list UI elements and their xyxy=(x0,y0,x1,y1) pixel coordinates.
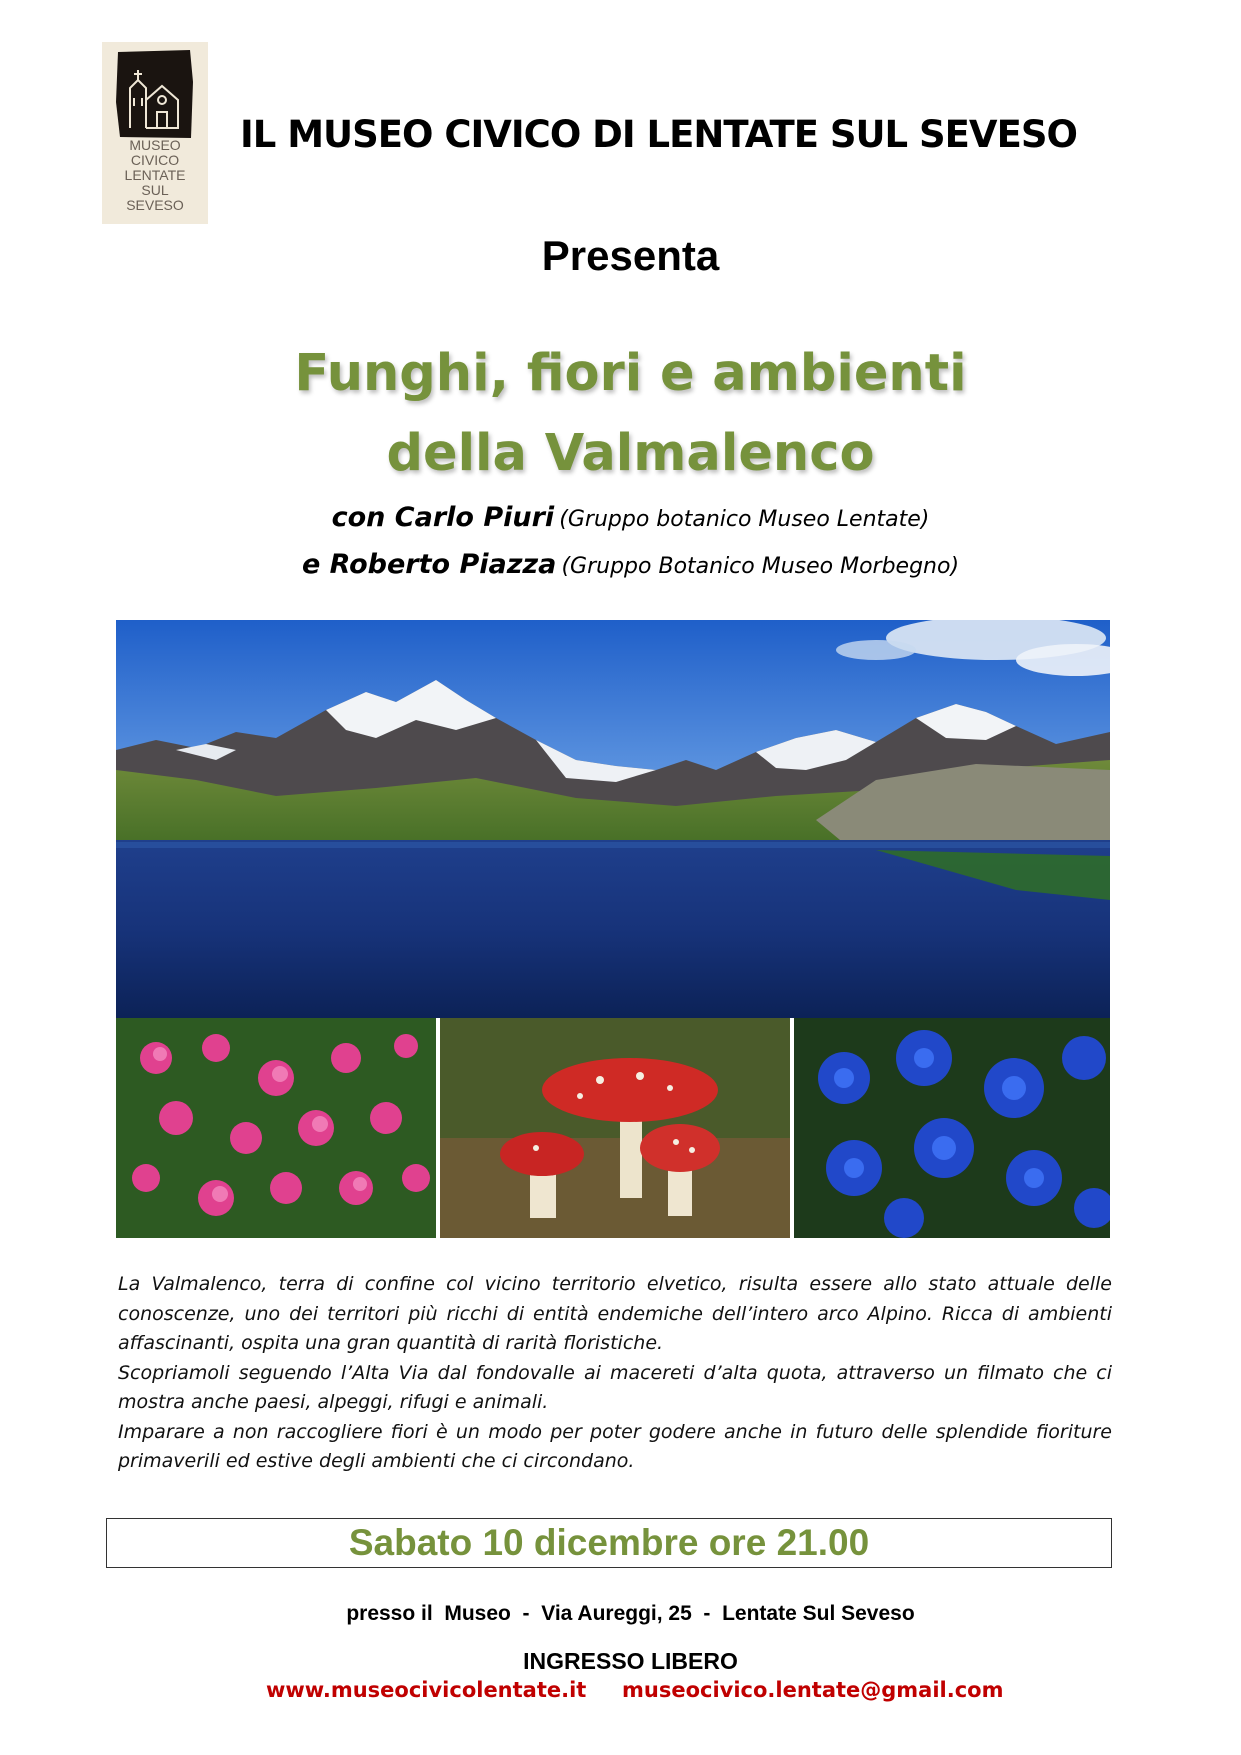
logo-line: MUSEO xyxy=(129,137,181,153)
speaker-2 xyxy=(0,549,1241,580)
presenta-heading: Presenta xyxy=(541,232,720,279)
event-title xyxy=(0,334,1241,494)
email-link[interactable]: museocivico.lentate@gmail.com xyxy=(622,1678,1004,1702)
rhododendron-flowers-photo xyxy=(116,1018,436,1238)
logo-line: SEVESO xyxy=(126,197,184,213)
amanita-mushrooms-photo xyxy=(440,1018,790,1238)
event-description xyxy=(118,1270,1112,1477)
logo-text xyxy=(102,138,208,213)
blue-gentian-flowers-photo xyxy=(794,1018,1110,1238)
speaker-group: (Gruppo botanico Museo Lentate) xyxy=(559,507,930,532)
description-paragraph: La Valmalenco, terra di confine col vicino territorio elvetico, risulta essere allo stato attuale delle conoscenze, uno dei territori più ricchi di entità endemiche dell’intero arco Alpino. Ricca di ambienti affascinanti, ospita una gran quantità di rarità floristiche. xyxy=(118,1273,1112,1354)
entry-info: INGRESSO LIBERO xyxy=(523,1648,738,1674)
logo-line: CIVICO xyxy=(130,152,180,168)
event-date: Sabato 10 dicembre ore 21.00 xyxy=(106,1518,1112,1568)
speaker-group: (Gruppo Botanico Museo Morbegno) xyxy=(561,554,960,579)
museum-title: IL MUSEO CIVICO DI LENTATE SUL SEVESO xyxy=(240,113,1077,156)
venue-address: presso il Museo - Via Aureggi, 25 - Lentate Sul Seveso xyxy=(346,1602,915,1625)
website-link[interactable]: www.museocivicolentate.it xyxy=(266,1678,587,1702)
speaker-name: e Roberto Piazza xyxy=(301,549,557,580)
description-paragraph: Imparare a non raccogliere fiori è un modo per poter godere anche in futuro delle splendide fioriture primaverili ed estive degli ambienti che ci circondano. xyxy=(118,1420,1112,1472)
logo-line: LENTATE xyxy=(124,167,186,183)
description-paragraph: Scopriamoli seguendo l’Alta Via dal fondovalle ai macereti d’alta quota, attraverso un filmato che ci mostra anche paesi, alpeggi, rifugi e animali. xyxy=(118,1361,1112,1413)
speaker-name: con Carlo Piuri xyxy=(331,502,555,533)
church-icon xyxy=(102,42,208,138)
logo-line: SUL xyxy=(141,182,169,198)
museum-logo xyxy=(102,42,208,224)
speaker-1 xyxy=(0,502,1241,533)
event-title-line1: Funghi, fiori e ambienti xyxy=(294,344,967,403)
event-title-line2: della Valmalenco xyxy=(386,424,875,483)
alpine-lake-photo xyxy=(116,620,1110,1018)
